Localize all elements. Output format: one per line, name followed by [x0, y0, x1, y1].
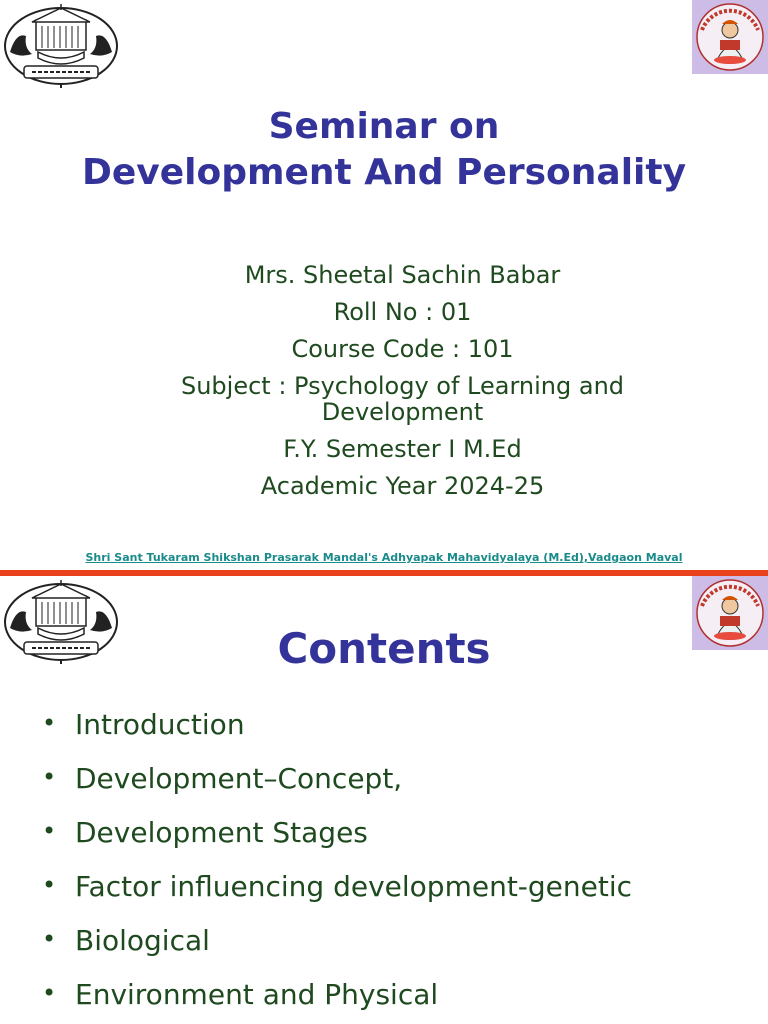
university-emblem-icon — [2, 2, 120, 88]
list-item: • Introduction — [42, 708, 245, 741]
contents-list — [42, 710, 632, 1024]
list-item: • Development–Concept, — [42, 762, 403, 795]
title-line-1: Seminar on — [268, 106, 500, 147]
seminar-title — [0, 104, 768, 196]
subject: Subject : Psychology of Learning and Development — [180, 372, 625, 426]
list-item: • Environment and Physical — [42, 978, 439, 1011]
institution-link[interactable]: Shri Sant Tukaram Shikshan Prasarak Mandal's Adhyapak Mahavidyalaya (M.Ed),Vadgaon Maval — [85, 551, 683, 564]
course-code: Course Code : 101 — [291, 335, 514, 363]
bullet-icon: • — [42, 871, 57, 899]
academic-year: Academic Year 2024-25 — [260, 472, 545, 500]
list-item: • Development Stages — [42, 816, 368, 849]
contents-title: Contents — [277, 624, 491, 673]
bullet-icon: • — [42, 979, 57, 1007]
list-item: • Factor influencing development-genetic — [42, 870, 633, 903]
list-item: • Biological — [42, 924, 210, 957]
bullet-icon: • — [42, 709, 57, 737]
bullet-icon: • — [42, 763, 57, 791]
title-line-2: Development And Personality — [81, 152, 687, 193]
semester: F.Y. Semester I M.Ed — [283, 435, 522, 463]
bullet-icon: • — [42, 925, 57, 953]
presenter-name: Mrs. Sheetal Sachin Babar — [244, 261, 561, 289]
saint-tukaram-emblem-icon — [692, 0, 768, 74]
bullet-icon: • — [42, 817, 57, 845]
roll-number: Roll No : 01 — [333, 298, 472, 326]
presenter-info — [150, 262, 655, 510]
contents-slide — [0, 576, 768, 1024]
